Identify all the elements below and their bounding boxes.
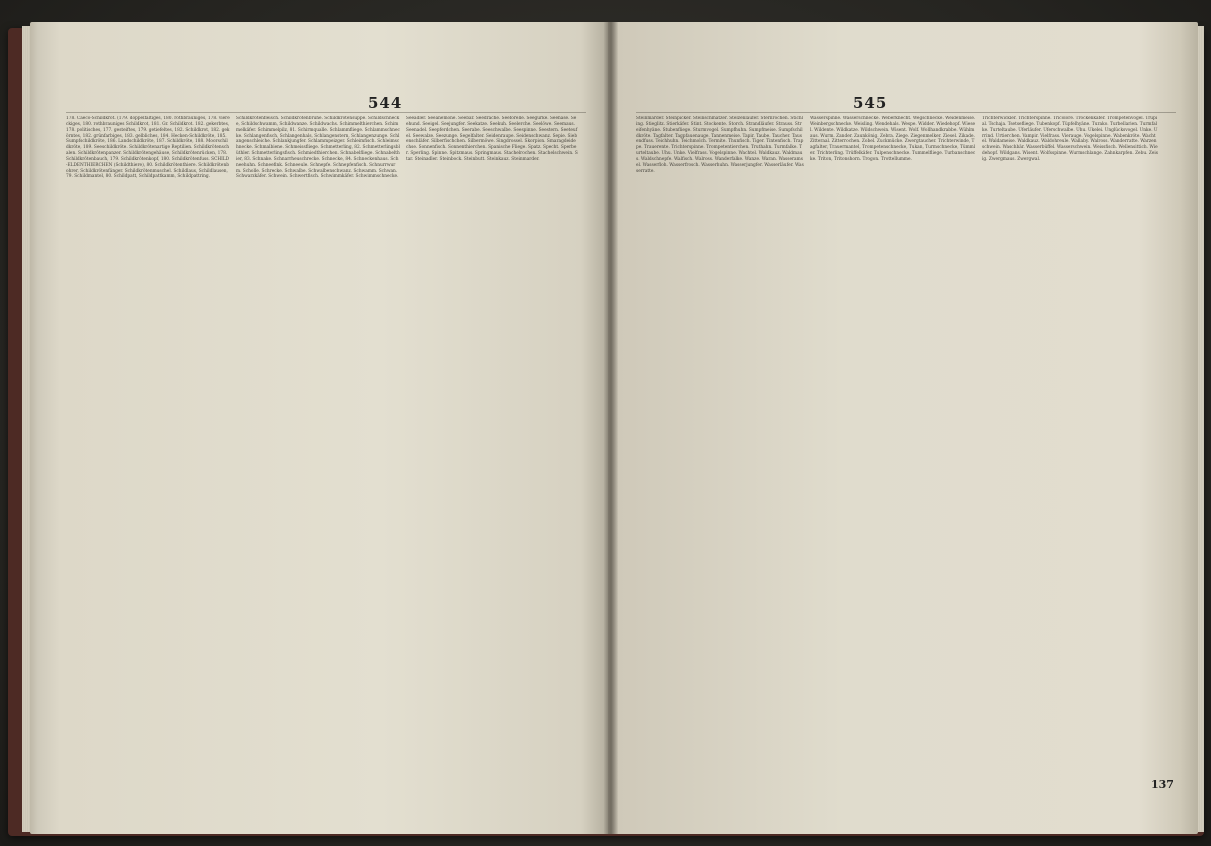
book-gutter bbox=[604, 22, 618, 834]
right-header-rule bbox=[636, 112, 1176, 113]
right-column-1: Steinmarder. Steinpicker. Steinschmätzer. Stelzenläufer. Sternrochen. Stichling. Stieglitz. Stierkäfer. Stint. Stockente. Storch. Strandläufer. Strauss. Streifenhyäne. Stubenfliege. Sturmvogel. Sumpfhuhn. Sumpfmeise. Sumpfschildkröte. Tagfalter. Tagpfauenauge. Tannenmeise. Tapir. Taube. Taucher. Tausendfuss. Teichhuhn. Teichmolch. Termite. Thunfisch. Tiger. Tintenfisch. Trappe. Trauerente. Trichterspinne. Trompetentierchen. Truthahn. Turmfalke. Turteltaube. Uhu. Unke. Vielfrass. Vogelspinne. Wachtel. Waldkauz. Waldmaus. Waldschnepfe. Walfisch. Walross. Wanderfalke. Wanze. Waran. Wasseramsel. Wasserfloh. Wasserfrosch. Wasserhuhn. Wasserjungfer. Wasserläufer. Wasserratte. bbox=[636, 116, 804, 174]
right-page bbox=[608, 22, 1198, 834]
right-column-3: Trichterwickler. Trichterspinne. Tricolore. Trockenkäfer. Trompetenvogel. Trupial. Tschaja. Tsetsefliege. Tubenkopf. Tüpfelhyäne. Turako. Turbellarien. Turmfalke. Turteltaube. Uferläufer. Uferschwalbe. Uhu. Ukelei. Unglücksvogel. Unke. Urrind. Urtierchen. Vampir. Vielfrass. Vierauge. Vogelspinne. Wabenkröte. Wachtel. Waldameise. Waldkauz. Waldohreule. Wallaby. Walross. Wanderratte. Warzenschwein. Waschbär. Wasserbüffel. Wasserschwein. Weissfisch. Wellensittich. Wiedehopf. Wildgans. Wisent. Wolfsspinne. Wurmschlange. Zahnkarpfen. Zebu. Zeisig. Zwergmaus. Zwergwal. bbox=[982, 116, 1158, 162]
left-column-1: 178. Caeco-Schildkrot. (179. doppelfaltiges, 180. rothbrauniges, 178. viereckiges, 180. rothbrauniges Schildkrot, 181. Gr. Schildkrot. 182. gekerbtes, 178. politisches, 177. gesteiftes, 179. getiefeltes, 182. Schildkrot, 182. gekörntes, 182. grünfarbiges, 183. gelbliches, 184. Hecken-Schildkröte, 185. Sumpfschildkröte, 186. Landschildkröte, 187. Schildkröte, 188. Moorschildkröte, 189. Seeschildkröte. Schildkrötenartige Reptilien. Schildkrötenschalen. Schildkrötenpanzer. Schildkrötengehäuse, Schildkrötenrücken, 178. Schildkrötenbauch, 179. Schildkrötenkopf, 180. Schildkrötenfuss. SCHILD-ELDENTHIERCHEN (Schildthiere), 80. Schildkrötenthiere. Schildkrötenbohrer, Schildkrötenfänger. Schildkrötenmuschel. Schildlaus, Schildlausen, 79. Schildmantel, 80. Schildpatt, Schildpattkamm, Schildpattring. bbox=[66, 116, 230, 180]
open-book bbox=[8, 22, 1208, 842]
left-column-3: Seeadler. Seeanemone. Seebär. Seedrache. Seeforelle. Seegurke. Seehase. Seehund. Seeigel. Seejungfer. Seekatze. Seekuh. Seelerche. Seelöwe. Seemaus. Seenadel. Seepferdchen. Seerabe. Seeschwalbe. Seespinne. Seestern. Seeteufel. Seewalze. Seezunge. Segelfalter. Seidenraupe. Seidenschwanz. Sepie. Siebenschläfer. Silberfischchen. Silbermöwe. Singdrossel. Skorpion. Smaragdeidechse. Sonnenfisch. Sonnenthierchen. Spanische Fliege. Spatz. Specht. Sperber. Sperling. Spinne. Spitzmaus. Springmaus. Stachelrochen. Stachelschwein. Star. Steinadler. Steinbock. Steinbutt. Steinkauz. Steinmarder. bbox=[406, 116, 578, 162]
signature-number: 137 bbox=[1151, 778, 1174, 791]
left-page bbox=[30, 22, 616, 834]
right-page-number: 545 bbox=[853, 94, 888, 112]
left-header-rule bbox=[66, 112, 586, 113]
right-column-2: Wasserspinne. Wasserschnecke. Weberknecht. Wegschnecke. Weidenmeise. Weinbergschnecke. Weisling. Wendehals. Wespe. Widder. Wiedehopf. Wiesel. Wildente. Wildkatze. Wildschwein. Wisent. Wolf. Wollhandkrabbe. Wühlmaus. Wurm. Zander. Zaunkönig. Zebra. Ziege. Ziegenmelker. Ziesel. Zikade. Zitteraal. Zitterrochen. Zobel. Zuckmücke. Zwergtaucher. Trichterwinde, Tagfalter, Trauermantel, Trompetenschnecke, Tukan, Turmschnecke, Tümmler. Trichterling. Trüffelkäfer. Tulpenschnecke. Tummelfliege. Turbanschnecke. Triton, Tritonshorn. Trogon. Trottellumme. bbox=[810, 116, 976, 162]
left-column-2: Schildkrötenfleisch. Schildkrötenbrühe. Schildkrötensuppe. Schildschnecke, Schildschwamm, Schildwanze. Schildwachs. Schimmelthierchen. Schimmelkäfer. Schimmelpilz, 81. Schirmqualle. Schlammfliege. Schlammschnecke. Schlangenfisch, Schlangenhals, Schlangenstern, Schlangenzunge. Schlangenschleiche. Schlankjungfer. Schlammpeizger. Schleimfisch. Schleimschnecke. Schmalbiene. Schmeissfliege. Schmetterling, 82. Schmetterlingsblüthler. Schmetterlingsfisch. Schmiedthierchen. Schnabelfliege. Schnabelthier, 83. Schnake. Schnarrheuschrecke. Schnecke, 84. Schneckenhaus. Schneehuhn. Schneefink. Schneeule. Schnepfe. Schnepfenfisch. Schnurrwurm. Scholle. Schrecke. Schwalbe. Schwalbenschwanz. Schwamm. Schwan. Schwarzkäfer. Schwein. Schwertfisch. Schwimmkäfer. Schwimmschnecke. bbox=[236, 116, 400, 180]
left-page-number: 544 bbox=[368, 94, 403, 112]
